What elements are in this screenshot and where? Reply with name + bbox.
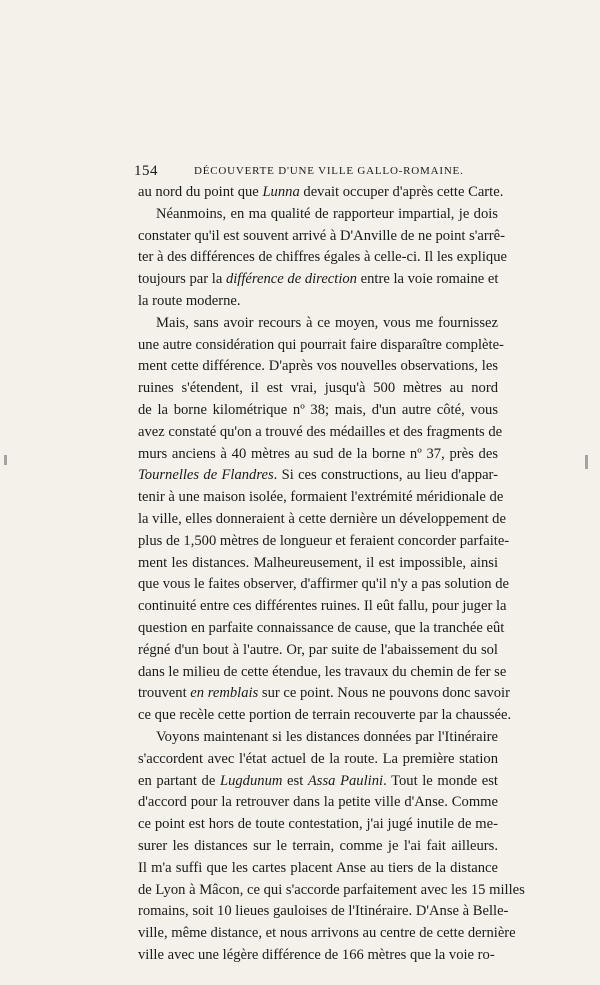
text-line: ce que recèle cette portion de terrain recouverte par la chaussée. [138, 707, 512, 724]
margin-mark [585, 455, 588, 469]
margin-mark [4, 455, 7, 465]
page-number: 154 [134, 163, 158, 179]
running-title: DÉCOUVERTE D'UNE VILLE GALLO-ROMAINE. [194, 165, 464, 177]
text-line: Néanmoins, en ma qualité de rapporteur impartial, je dois [156, 205, 498, 222]
text-line: Mais, sans avoir recours à ce moyen, vous me fournissez [156, 314, 498, 331]
text-line: Tournelles de Flandres. Si ces constructions, au lieu d'appar- [138, 467, 498, 484]
text-line: une autre considération qui pourrait faire disparaître complète- [138, 336, 504, 353]
text-line: continuité entre ces différentes ruines. Il eût fallu, pour juger la [138, 598, 507, 615]
paragraph [138, 204, 507, 313]
text-line: plus de 1,500 mètres de longueur et feraient concorder parfaite- [138, 532, 510, 549]
text-line: ter à des différences de chiffres égales à celle-ci. Il les explique [138, 249, 507, 266]
text-line: s'accordent avec l'état actuel de la route. La première station [138, 750, 498, 767]
text-line: en partant de Lugdunum est Assa Paulini. Tout le monde est [138, 772, 498, 789]
text-line: avez constaté qu'on a trouvé des médailles et des fragments de [138, 423, 503, 440]
text-line: ruines s'étendent, il est vrai, jusqu'à 500 mètres au nord [138, 380, 498, 397]
text-line: ville avec une légère différence de 166 mètres que la voie ro- [138, 946, 495, 963]
running-header [134, 163, 496, 181]
paragraph [138, 313, 512, 727]
text-line: murs anciens à 40 mètres au sud de la borne nº 37, près des [138, 445, 498, 462]
text-line: la route moderne. [138, 292, 241, 309]
text-line: ville, même distance, et nous arrivons au centre de cette dernière [138, 925, 516, 942]
text-line: la ville, elles donneraient à cette dernière un développement de [138, 510, 506, 527]
paragraph [138, 727, 525, 967]
text-line: de la borne kilométrique nº 38; mais, d'un autre côté, vous [138, 401, 498, 418]
text-line: au nord du point que Lunna devait occuper d'après cette Carte. [138, 184, 504, 200]
text-line: toujours par la différence de direction entre la voie romaine et [138, 271, 499, 288]
text-line: tenir à une maison isolée, formaient l'extrémité méridionale de [138, 489, 504, 506]
body-text [138, 182, 525, 967]
text-line: trouvent en remblais sur ce point. Nous ne pouvons donc savoir [138, 685, 510, 702]
text-line: d'accord pour la retrouver dans la petite ville d'Anse. Comme [138, 794, 498, 811]
paragraph [138, 182, 504, 204]
text-line: Voyons maintenant si les distances données par l'Itinéraire [156, 728, 498, 745]
text-line: de Lyon à Mâcon, ce qui s'accorde parfaitement avec les 15 milles [138, 881, 525, 898]
text-line: surer les distances sur le terrain, comme je l'ai fait ailleurs. [138, 837, 498, 854]
text-line: romains, soit 10 lieues gauloises de l'Itinéraire. D'Anse à Belle- [138, 903, 509, 920]
text-line: dans le milieu de cette étendue, les travaux du chemin de fer se [138, 663, 507, 680]
text-line: ce point est hors de toute contestation, j'ai jugé inutile de me- [138, 816, 498, 833]
text-line: régné d'un bout à l'autre. Or, par suite de l'abaissement du sol [138, 641, 498, 658]
text-line: ment les distances. Malheureusement, il est impossible, ainsi [138, 554, 498, 571]
text-line: question en parfaite connaissance de cause, que la tranchée eût [138, 619, 505, 636]
text-line: que vous le faites observer, d'affirmer qu'il n'y a pas solution de [138, 576, 509, 593]
text-line: Il m'a suffi que les cartes placent Anse au tiers de la distance [138, 859, 498, 876]
text-line: ment cette différence. D'après vos nouvelles observations, les [138, 358, 498, 375]
text-line: constater qu'il est souvent arrivé à D'Anville de ne point s'arrê- [138, 227, 505, 244]
